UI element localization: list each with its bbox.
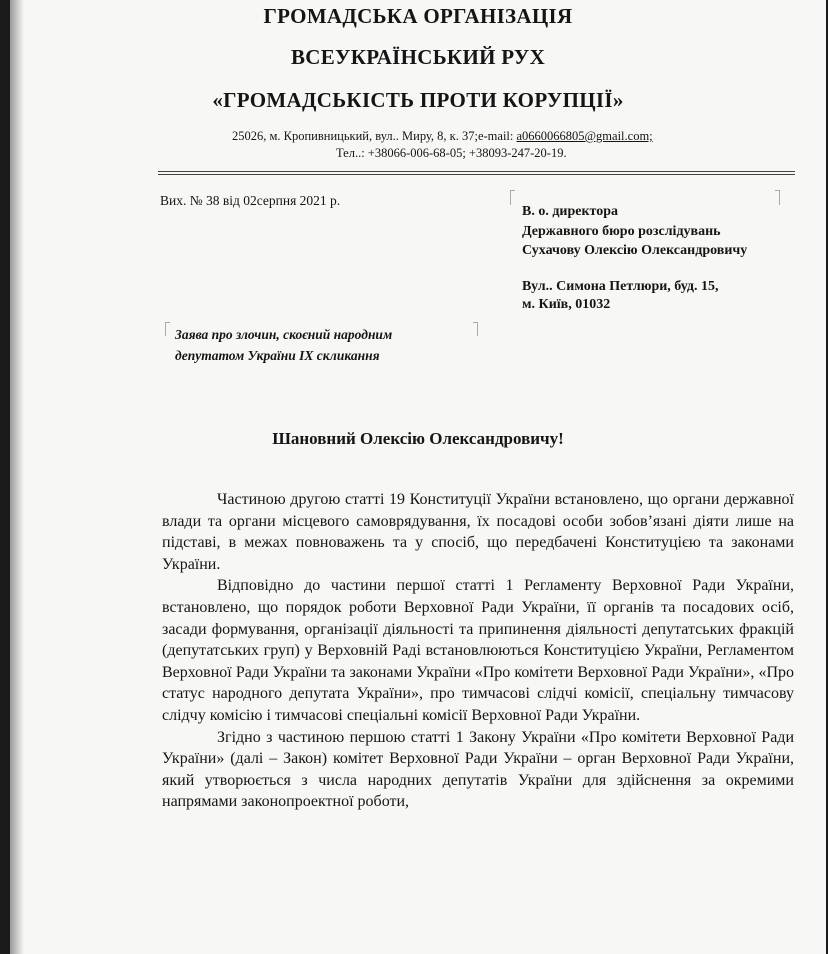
salutation: Шановний Олексію Олександровичу! (272, 429, 564, 448)
paragraph: Згідно з частиною першою статті 1 Закону України «Про комітети Верховної Ради України» (далі – Закон) комітет Верховної Ради України – орган Верховної Ради України, який утворюється з числа народних депутатів України для здійснення за окремими напрямами законопроектної роботи, (162, 728, 794, 811)
subject-bracket-left (165, 322, 170, 336)
subject-line1: Заява про злочин, скоєний народним (175, 327, 393, 342)
org-name-line1: ГРОМАДСЬКА ОРГАНІЗАЦІЯ (263, 4, 573, 28)
email-link[interactable]: a0660066805@gmail.com; (516, 129, 653, 143)
addressee-street: Вул.. Симона Петлюри, буд. 15, (522, 279, 719, 294)
org-address (232, 129, 653, 144)
header-divider-second (158, 174, 795, 175)
subject-line2: депутатом України IX скликання (175, 348, 380, 363)
subject-bracket-right (473, 322, 478, 336)
org-phones: Тел..: +38066-006-68-05; +38093-247-20-19. (336, 146, 567, 160)
org-name-line3: «ГРОМАДСЬКІСТЬ ПРОТИ КОРУПЦІЇ» (212, 88, 624, 112)
addressee-city: м. Київ, 01032 (522, 297, 611, 312)
scan-edge-shadow (10, 0, 24, 954)
header-divider (158, 171, 795, 172)
addressee-name: Сухачову Олексію Олександровичу (522, 243, 748, 258)
addressee-position: В. о. директора (522, 204, 619, 219)
paragraph: Відповідно до частини першої статті 1 Регламенту Верховної Ради України, встановлено, що порядок роботи Верховної Ради України, її органів та посадових осіб, засади формування, організації діяльності та припинення діяльності депутатських фракцій (депутатських груп) у Верховній Раді встановлюються Конституцією України, Регламентом Верховної Ради України та законами України «Про комітети Верховної Ради України», «Про статус народного депутата України», про тимчасові слідчі комісії, спеціальну тимчасову слідчу комісію і тимчасові спеціальні комісії Верховної Ради України. (162, 577, 794, 724)
paragraph: Частиною другою статті 19 Конституції України встановлено, що органи державної влади та органи місцевого самоврядування, їх посадові особи зобов’язані діяти лише на підставі, в межах повноважень та у спосіб, що передбачені Конституцією та законами України. (162, 491, 794, 573)
addressee-bracket-left (510, 190, 515, 205)
letter-body (162, 489, 794, 813)
outgoing-number: Вих. № 38 від 02серпня 2021 р. (160, 193, 341, 208)
org-name-line2: ВСЕУКРАЇНСЬКИЙ РУХ (290, 45, 546, 69)
addressee-bracket-right (775, 190, 780, 205)
document-page (10, 0, 826, 954)
address-text: 25026, м. Кропивницький, вул.. Миру, 8, к. 37;e-mail: (232, 129, 517, 143)
addressee-organization: Державного бюро розслідувань (522, 224, 721, 239)
